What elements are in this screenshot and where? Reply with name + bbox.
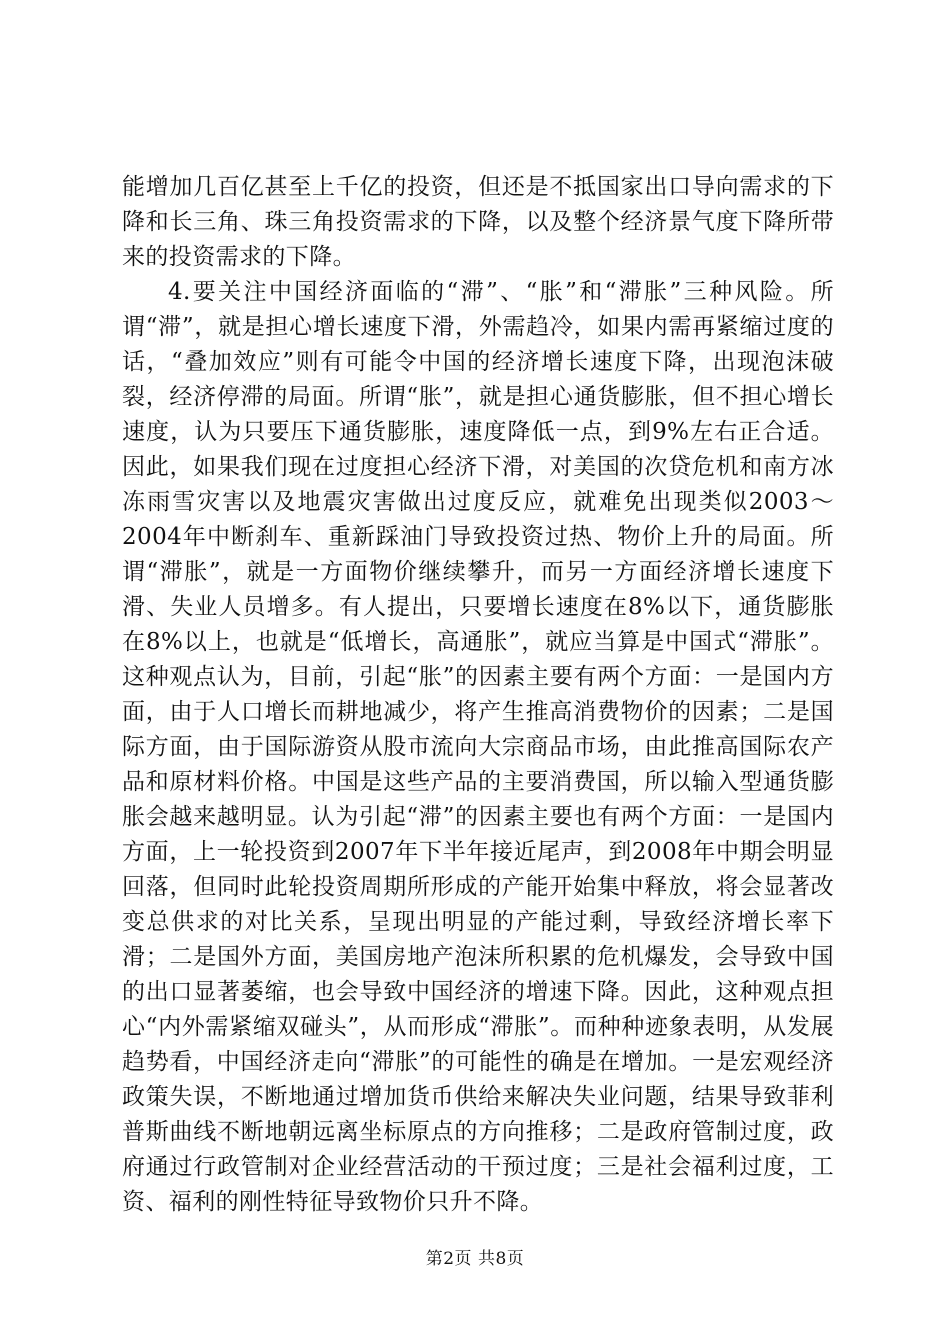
page-footer <box>0 1244 950 1269</box>
page-number-label: 第2页 共8页 <box>425 1249 525 1269</box>
document-body <box>122 170 834 1220</box>
paragraph-stagflation-risks: 4.要关注中国经济面临的“滞”、“胀”和“滞胀”三种风险。所谓“滞”，就是担心增长速度下滑，外需趋冷，如果内需再紧缩过度的话，“叠加效应”则有可能令中国的经济增长速度下降，出现泡沫破裂，经济停滞的局面。所谓“胀”，就是担心通货膨胀，但不担心增长速度，认为只要压下通货膨胀，速度降低一点，到9%左右正合适。因此，如果我们现在过度担心经济下滑，对美国的次贷危机和南方冰冻雨雪灾害以及地震灾害做出过度反应，就难免出现类似2003～2004年中断刹车、重新踩油门导致投资过热、物价上升的局面。所谓“滞胀”，就是一方面物价继续攀升，而另一方面经济增长速度下滑、失业人员增多。有人提出，只要增长速度在8%以下，通货膨胀在8%以上，也就是“低增长，高通胀”，就应当算是中国式“滞胀”。这种观点认为，目前，引起“胀”的因素主要有两个方面：一是国内方面，由于人口增长而耕地减少，将产生推高消费物价的因素；二是国际方面，由于国际游资从股市流向大宗商品市场，由此推高国际农产品和原材料价格。中国是这些产品的主要消费国，所以输入型通货膨胀会越来越明显。认为引起“滞”的因素主要也有两个方面：一是国内方面，上一轮投资到2007年下半年接近尾声，到2008年中期会明显回落，但同时此轮投资周期所形成的产能开始集中释放，将会显著改变总供求的对比关系，呈现出明显的产能过剩，导致经济增长率下滑；二是国外方面，美国房地产泡沫所积累的危机爆发，会导致中国的出口显著萎缩，也会导致中国经济的增速下降。因此，这种观点担心“内外需紧缩双碰头”，从而形成“滞胀”。而种种迹象表明，从发展趋势看，中国经济走向“滞胀”的可能性的确是在增加。一是宏观经济政策失误，不断地通过增加货币供给来解决失业问题，结果导致菲利普斯曲线不断地朝远离坐标原点的方向推移；二是政府管制过度，政府通过行政管制对企业经营活动的干预过度；三是社会福利过度，工资、福利的刚性特征导致物价只升不降。 <box>122 279 834 1215</box>
paragraph-continuation: 能增加几百亿甚至上千亿的投资，但还是不抵国家出口导向需求的下降和长三角、珠三角投资需求的下降，以及整个经济景气度下降所带来的投资需求的下降。 <box>122 174 834 270</box>
